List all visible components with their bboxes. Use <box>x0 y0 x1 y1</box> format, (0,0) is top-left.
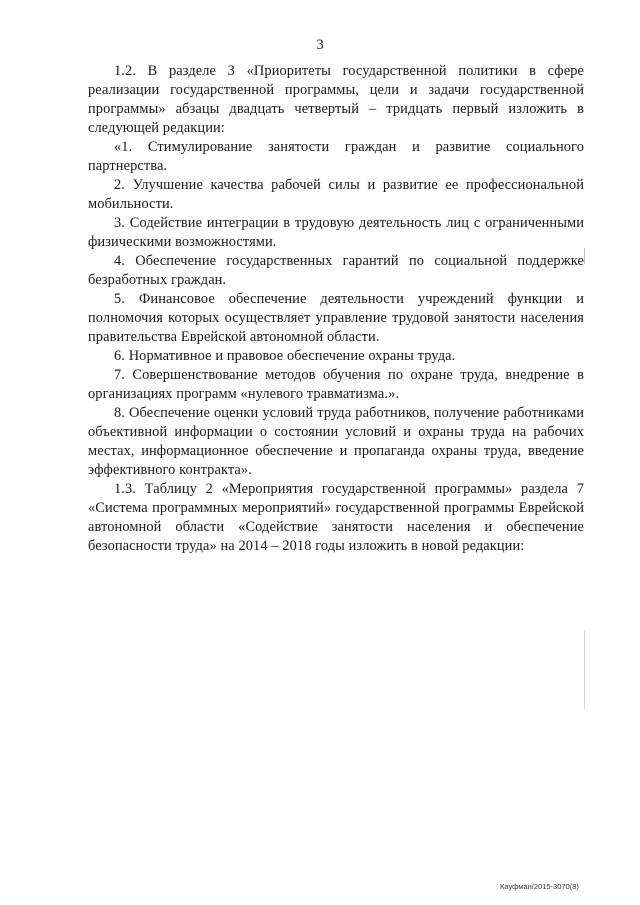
page-number: 3 <box>316 37 324 53</box>
list-item-7: 7. Совершенствование методов обучения по охране труда, внедрение в организациях программ «нулевого травматизма.». <box>88 367 584 402</box>
list-item-8: 8. Обеспечение оценки условий труда работников, получение работниками объективной информации о состоянии условий и охраны труда на рабочих местах, информационное обеспечение и пропаганда охраны труда, введение эффективного контракта». <box>88 405 584 478</box>
list-item-1: «1. Стимулирование занятости граждан и развитие социального партнерства. <box>88 139 584 174</box>
scan-margin-mark <box>584 248 585 264</box>
scan-margin-mark <box>584 630 585 710</box>
document-code: Кауфман/2015-3070(8) <box>500 882 579 891</box>
list-item-6: 6. Нормативное и правовое обеспечение охраны труда. <box>114 348 456 364</box>
list-item-2: 2. Улучшение качества рабочей силы и развитие ее профессиональной мобильности. <box>88 177 584 212</box>
paragraph-1-3: 1.3. Таблицу 2 «Мероприятия государственной программы» раздела 7 «Система программных мероприятий» государственной программы Еврейской автономной области «Содействие занятости населения и обеспечение безопасности труда» на 2014 – 2018 годы изложить в новой редакции: <box>88 481 584 554</box>
list-item-5: 5. Финансовое обеспечение деятельности учреждений функции и полномочия которых осуществляет управление трудовой занятости населения правительства Еврейской автономной области. <box>88 291 584 345</box>
paragraph-1-2: 1.2. В разделе 3 «Приоритеты государственной политики в сфере реализации государственной программы, цели и задачи государственной программы» абзацы двадцать четвертый – тридцать первый изложить в следующей редакции: <box>88 63 584 136</box>
document-body <box>88 62 584 556</box>
list-item-4: 4. Обеспечение государственных гарантий по социальной поддержке безработных граждан. <box>88 253 584 288</box>
list-item-3: 3. Содействие интеграции в трудовую деятельность лиц с ограниченными физическими возможностями. <box>88 215 584 250</box>
